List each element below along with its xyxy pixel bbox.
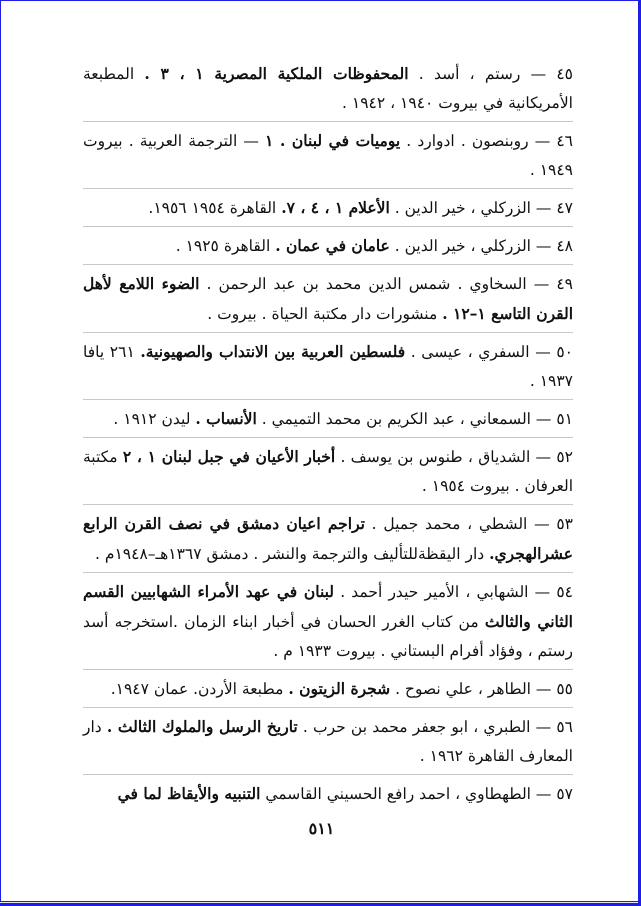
entry-50: ٥٠ — السفري ، عيسى . فلسطين العربية بين الانتداب والصهيونية. ٢٦١ يافا ١٩٣٧ . xyxy=(83,337,573,400)
entry-number: ٥٦ xyxy=(556,718,573,736)
entry-author: الشطي ، محمد جميل . xyxy=(371,515,528,533)
entry-title: لبنان في عهد الأمراء الشهابيين القسم الثاني والثالث xyxy=(83,582,573,631)
entry-number: ٥٧ xyxy=(556,785,573,803)
entry-author: الشدياق ، طنوس بن يوسف . xyxy=(340,448,531,466)
entry-47: ٤٧ — الزركلي ، خير الدين . الأعلام ١ ، ٤ ، ٧. القاهرة ١٩٥٤ ١٩٥٦. xyxy=(83,193,573,227)
entry-publication: — الترجمة العربية . بيروت ١٩٤٩ . xyxy=(83,132,573,179)
entry-author: الشهابي ، الأمير حيدر أحمد . xyxy=(340,583,529,601)
entry-number: ٤٦ xyxy=(556,132,573,150)
entry-number: ٤٧ xyxy=(556,199,573,217)
entry-author: الطبري ، ابو جعفر محمد بن حرب . xyxy=(302,718,531,736)
entry-title: فلسطين العربية بين الانتداب والصهيونية. xyxy=(140,342,406,361)
entry-title: الضوء اللامع لأهل القرن التاسع ١–١٢ . xyxy=(83,274,573,323)
entry-author: الطاهر ، علي نصوح . xyxy=(395,680,531,698)
entry-publication: دار المعارف القاهرة ١٩٦٢ . xyxy=(83,718,573,765)
entry-48: ٤٨ — الزركلي ، خير الدين . عامان في عمان . القاهرة ١٩٢٥ . xyxy=(83,231,573,265)
entry-52: ٥٢ — الشدياق ، طنوس بن يوسف . أخبار الأعيان في جبل لبنان ١ ، ٢ مكتبة العرفان . بيروت ١٩٥٤ . xyxy=(83,442,573,505)
entry-number: ٥٤ xyxy=(556,583,573,601)
entry-publication: المطبعة الأمريكانية في بيروت ١٩٤٠ ، ١٩٤٢ . xyxy=(83,65,573,112)
entry-author: الزركلي ، خير الدين . xyxy=(394,199,531,217)
entry-author: السفري ، عيسى . xyxy=(410,343,530,361)
entry-number: ٥٢ xyxy=(556,448,573,466)
entry-45: ٤٥ — رستم ، أسد . المحفوظات الملكية المصرية ١ ، ٣ . المطبعة الأمريكانية في بيروت ١٩٤٠ ، ١٩٤٢ . xyxy=(83,59,573,122)
entry-46: ٤٦ — روبنصون . ادوارد . يوميات في لبنان . ١ — الترجمة العربية . بيروت ١٩٤٩ . xyxy=(83,126,573,189)
entry-author: روبنصون . ادوارد . xyxy=(406,132,529,150)
entry-number: ٥١ xyxy=(556,410,573,428)
entry-publication: مطبعة الأردن. عمان ١٩٤٧. xyxy=(110,680,284,698)
entry-title: الأعلام ١ ، ٤ ، ٧. xyxy=(281,198,390,217)
entry-53: ٥٣ — الشطي ، محمد جميل . تراجم اعيان دمشق في نصف القرن الرابع عشرالهجري. دار اليقظةللتأليف والترجمة والنشر . دمشق ١٣٦٧هـ–١٩٤٨م . xyxy=(83,509,573,573)
bibliography-list xyxy=(83,59,573,816)
page-number: ٥١١ xyxy=(308,819,335,838)
entry-title: الأنساب . xyxy=(195,409,257,428)
entry-author: الطهطاوي ، احمد رافع الحسيني القاسمي xyxy=(265,785,531,803)
entry-56: ٥٦ — الطبري ، ابو جعفر محمد بن حرب . تاريخ الرسل والملوك الثالث . دار المعارف القاهرة ١٩٦٢ . xyxy=(83,712,573,775)
entry-publication: القاهرة ١٩٥٤ ١٩٥٦. xyxy=(148,199,277,217)
entry-title: تراجم اعيان دمشق في نصف القرن الرابع عشرالهجري. xyxy=(83,514,573,563)
entry-publication: دار اليقظةللتأليف والترجمة والنشر . دمشق ١٣٦٧هـ–١٩٤٨م . xyxy=(95,545,485,563)
entry-number: ٤٨ xyxy=(556,237,573,255)
entry-title: عامان في عمان . xyxy=(275,236,390,255)
entry-number: ٤٩ xyxy=(556,275,573,293)
entry-title: تاريخ الرسل والملوك الثالث . xyxy=(106,717,298,736)
entry-publication: ٢٦١ يافا ١٩٣٧ . xyxy=(83,343,573,390)
entry-publication: منشورات دار مكتبة الحياة . بيروت . xyxy=(207,305,438,323)
entry-author: الزركلي ، خير الدين . xyxy=(394,237,531,255)
entry-title: شجرة الزيتون . xyxy=(288,679,391,698)
entry-publication: القاهرة ١٩٢٥ . xyxy=(175,237,271,255)
entry-title: التنبيه والأيقاظ لما في xyxy=(117,784,261,803)
entry-number: ٤٥ xyxy=(556,65,574,83)
entry-title: يوميات في لبنان . ١ xyxy=(265,131,401,150)
entry-author: رستم ، أسد . xyxy=(418,65,521,83)
entry-publication: ليدن ١٩١٢ . xyxy=(113,410,191,428)
entry-title: المحفوظات الملكية المصرية ١ ، ٣ . xyxy=(144,64,409,83)
entry-49: ٤٩ — السخاوي . شمس الدين محمد بن عبد الرحمن . الضوء اللامع لأهل القرن التاسع ١–١٢ . منشورات دار مكتبة الحياة . بيروت . xyxy=(83,269,573,333)
entry-57: ٥٧ — الطهطاوي ، احمد رافع الحسيني القاسمي التنبيه والأيقاظ لما في xyxy=(117,784,573,803)
entry-publication: من كتاب الغرر الحسان في أخبار ابناء الزمان .استخرجه أسد رستم ، وفؤاد أفرام البستاني . بيروت ١٩٣٣ م . xyxy=(83,613,573,660)
entry-title: أخبار الأعيان في جبل لبنان ١ ، ٢ xyxy=(122,447,336,466)
entry-author: السخاوي . شمس الدين محمد بن عبد الرحمن . xyxy=(206,275,527,293)
entry-54: ٥٤ — الشهابي ، الأمير حيدر أحمد . لبنان في عهد الأمراء الشهابيين القسم الثاني والثالث من كتاب الغرر الحسان في أخبار ابناء الزمان .استخرجه أسد رستم ، وفؤاد أفرام البستاني . بيروت ١٩٣٣ م . xyxy=(83,577,573,670)
entry-number: ٥٠ xyxy=(556,343,573,361)
entry-publication: مكتبة العرفان . بيروت ١٩٥٤ . xyxy=(83,448,573,495)
entry-51: ٥١ — السمعاني ، عبد الكريم بن محمد التميمي . الأنساب . ليدن ١٩١٢ . xyxy=(83,404,573,438)
entry-55: ٥٥ — الطاهر ، علي نصوح . شجرة الزيتون . مطبعة الأردن. عمان ١٩٤٧. xyxy=(83,674,573,708)
entry-author: السمعاني ، عبد الكريم بن محمد التميمي . xyxy=(261,410,531,428)
entry-number: ٥٣ xyxy=(556,515,573,533)
entry-number: ٥٥ xyxy=(556,680,573,698)
